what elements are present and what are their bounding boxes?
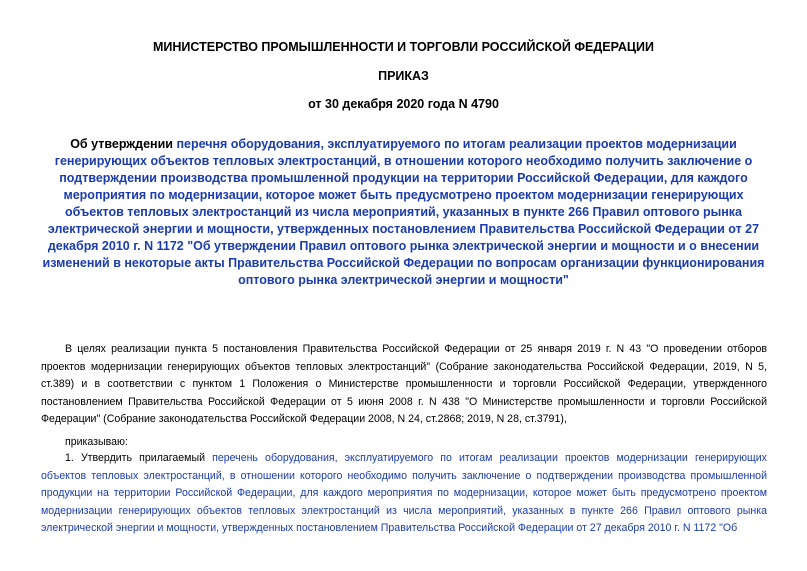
document-type: ПРИКАЗ (378, 69, 429, 83)
title-link[interactable]: перечня оборудования, эксплуатируемого по итогам реализации проектов модернизации генерирующих объектов тепловых электростанций, в отношении которого необходимо получить заключение о подтверждении производства промышленной продукции на территории Российской Федерации, для каждого мероприятия по модернизации, которое может быть предусмотрено проектом модернизации генерирующих объектов тепловых электростанций из числа мероприятий, указанных в пункте 266 Правил оптового рынка электрической энергии и мощности, утвержденных постановлением Правительства Российской Федерации от 27 декабря 2010 г. N 1172 "Об утверждении Правил оптового рынка электрической энергии и мощности и о внесении изменений в некоторые акты Правительства Российской Федерации по вопросам организации функционирования оптового рынка электрической энергии и мощности" (42, 137, 765, 287)
item-1-prefix: 1. Утвердить прилагаемый (65, 452, 213, 464)
document-title (40, 136, 767, 289)
document-date-number: от 30 декабря 2020 года N 4790 (308, 97, 499, 111)
item-1-paragraph (41, 450, 767, 538)
order-word: приказываю: (65, 436, 128, 448)
preamble-paragraph: В целях реализации пункта 5 постановления Правительства Российской Федерации от 25 января 2019 г. N 43 "О проведении отборов проектов модернизации генерирующих объектов тепловых электростанций" (Собрание законодательства Российской Федерации, 2019, N 5, ст.389) и в соответствии с пунктом 1 Положения о Министерстве промышленности и торговли Российской Федерации, утвержденного постановлением Правительства Российской Федерации от 5 июня 2008 г. N 438 "О Министерстве промышленности и торговли Российской Федерации" (Собрание законодательства Российской Федерации 2008, N 24, ст.2868; 2019, N 28, ст.3791), (41, 343, 767, 425)
item-1-link[interactable]: перечень оборудования, эксплуатируемого по итогам реализации проектов модернизации генерирующих объектов тепловых электростанций, в отношении которого необходимо получить заключение о подтверждении производства промышленной продукции на территории Российской Федерации, для каждого мероприятия по модернизации, которое может быть предусмотрено проектом модернизации генерирующих объектов тепловых электростанций из числа мероприятий, указанных в пункте 266 Правил оптового рынка электрической энергии и мощности, утвержденных постановлением Правительства Российской Федерации от 27 декабря 2010 г. N 1172 "Об (41, 452, 767, 534)
ministry-name: МИНИСТЕРСТВО ПРОМЫШЛЕННОСТИ И ТОРГОВЛИ РОССИЙСКОЙ ФЕДЕРАЦИИ (153, 40, 654, 54)
title-prefix: Об утверждении (70, 137, 177, 151)
